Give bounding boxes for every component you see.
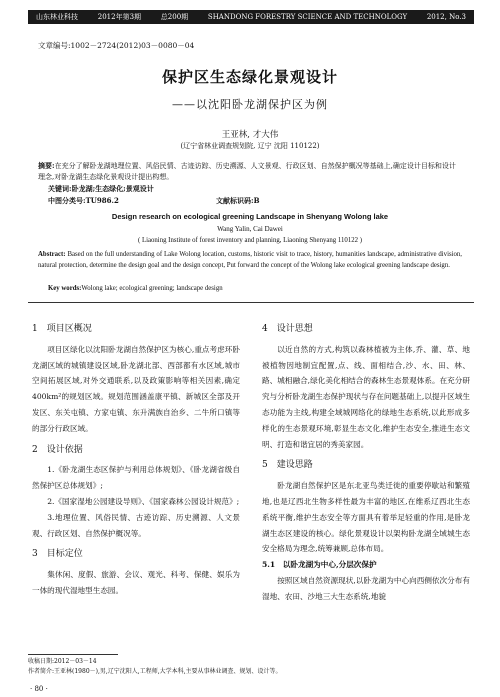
paper-subtitle: ——以沈阳卧龙湖保护区为例 xyxy=(172,98,328,111)
section-2-item-1: 1.《卧龙湖生态区保护与利用总体规划》、《卧龙湖省级自然保护区总体规划》; xyxy=(32,465,240,491)
journal-name-cn: 山东林业科技 xyxy=(36,13,78,21)
affiliation: (辽宁省林业调查规划院, 辽宁 沈阳 110122) xyxy=(180,142,320,150)
english-affiliation: ( Liaoning Institute of forest inventory and planning, Liaoning Shenyang 110122 ) xyxy=(137,237,362,244)
section-3-paragraph: 集休闲、度假、旅游、会议、观光、科考、保健、娱乐为一体的现代湿地型生态园。 xyxy=(32,570,240,595)
section-5-heading: 5 建设思路 xyxy=(262,460,313,471)
footnote-rule xyxy=(28,654,118,655)
abstract-cn xyxy=(38,160,462,183)
footnote xyxy=(28,657,282,677)
clc-number: 中图分类号:TU986.2 xyxy=(48,196,119,205)
section-1-paragraph: 项目区绿化以沈阳卧龙湖自然保护区为核心,重点考虑环卧龙湖区域的城镇建设区域,卧龙湖北部、西部都有水区域,城市空间拓展区域,对外交通联系,以及政策影响等相关因素,确定400km²的规划区域。规划范围涵盖康平镇、新城区全部及开发区、东关屯镇、方家屯镇、东升满族自治乡、二牛所口镇等的部分行政区域。 xyxy=(32,344,240,433)
english-authors: Wang Yalin, Cai Dawei xyxy=(217,225,283,233)
section-2-item-3: 3.地理位置、风俗民情、古迹访踪、历史溯源、人文景观、行政区划、自然保护概况等。 xyxy=(32,512,240,538)
english-abstract xyxy=(38,249,462,271)
section-4-heading: 4 设计思想 xyxy=(262,324,313,334)
left-column xyxy=(32,316,240,599)
section-1-heading: 1 项目区概况 xyxy=(32,324,92,334)
authors: 王亚林, 才大伟 xyxy=(221,130,279,140)
section-2-item-2: 2.《国家湿地公园建设导则》、《国家森林公园设计规范》; xyxy=(47,496,240,506)
section-5-1-heading: 5.1 以卧龙湖为中心,分层次保护 xyxy=(262,560,377,570)
section-divider xyxy=(28,302,474,303)
author-bio: 作者简介:王亚林(1980－),男,辽宁沈阳人,工程师,大学本科,主要从事林业调查、规划、设计等。 xyxy=(28,668,282,675)
english-keywords-text: Wolong lake; ecological greening; landscape design xyxy=(81,285,223,292)
issue-label: 2012年第3期 xyxy=(97,13,142,21)
issue-label-en: 2012, No.3 xyxy=(426,13,466,21)
english-abstract-label: Abstract: xyxy=(38,251,66,258)
section-2-heading: 2 设计依据 xyxy=(32,444,83,455)
english-title: Design research on ecological greening Landscape in Shenyang Wolong lake xyxy=(111,212,389,221)
english-abstract-text: Based on the full understanding of Lake Wolong location, customs, historic visit to trace, history, humanities landscape, administrative division, natural protection, determine the design goal and the design concept, Put forward the concept of the Wolong lake ecological greening landscape design. xyxy=(38,251,462,269)
received-date: 收稿日期:2012－03－14 xyxy=(28,658,97,665)
page-number: · 80 · xyxy=(30,685,48,693)
abstract-cn-label: 摘要: xyxy=(38,161,55,170)
journal-header-bar xyxy=(28,10,474,24)
english-keywords xyxy=(48,285,223,292)
keywords-cn: 关键词:卧龙湖;生态绿化;景观设计 xyxy=(48,184,154,193)
right-column xyxy=(262,316,470,605)
section-5-1-paragraph: 按照区域自然资源现状,以卧龙湖为中心向西侧依次分布有湿地、农田、沙地三大生态系统,地貌 xyxy=(262,575,470,601)
total-issue-label: 总200期 xyxy=(160,13,189,21)
journal-name-en: SHANDONG FORESTRY SCIENCE AND TECHNOLOGY xyxy=(207,13,408,21)
english-keywords-label: Key words: xyxy=(48,285,82,292)
paper-title: 保护区生态绿化景观设计 xyxy=(161,68,338,86)
abstract-cn-text: 在充分了解卧龙湖地理位置、风俗民情、古迹访踪、历史溯源、人文景观、行政区划、自然保护概况等基础上,确定设计目标和设计理念,对卧龙湖生态绿化景观设计提出构想。 xyxy=(38,162,456,181)
document-code: 文献标识码:B xyxy=(216,196,260,205)
section-5-paragraph: 卧龙湖自然保护区是东北亚鸟类迁徙的重要停歇站和繁殖地,也是辽西北生物多样性最为丰富的地区,在维系辽西北生态系统平衡,维护生态安全等方面具有着举足轻重的作用,是卧龙湖生态区建设的核心。绿化景观设计以架构卧龙湖全域城生态安全格局为理念,统筹兼顾,总体布局。 xyxy=(262,481,470,554)
section-4-paragraph: 以近自然的方式,构筑以森林植被为主体,乔、灌、草、地被植物因地制宜配置,点、线、面相结合,沙、水、田、林、路、城相融合,绿化美化相结合的森林生态景观体系。在充分研究与分析卧龙湖生态保护现状与存在问题基础上,以提升区域生态功能为主线,构建全域城网络化的绿地生态系统,以此形成多样化的生态景观环境,彰显生态文化,维护生态安全,推进生态文明、打造和谐宜居的秀美家园。 xyxy=(262,344,470,449)
section-3-heading: 3 目标定位 xyxy=(32,549,83,560)
article-number: 文章编号:1002－2724(2012)03－0080－04 xyxy=(38,41,195,50)
